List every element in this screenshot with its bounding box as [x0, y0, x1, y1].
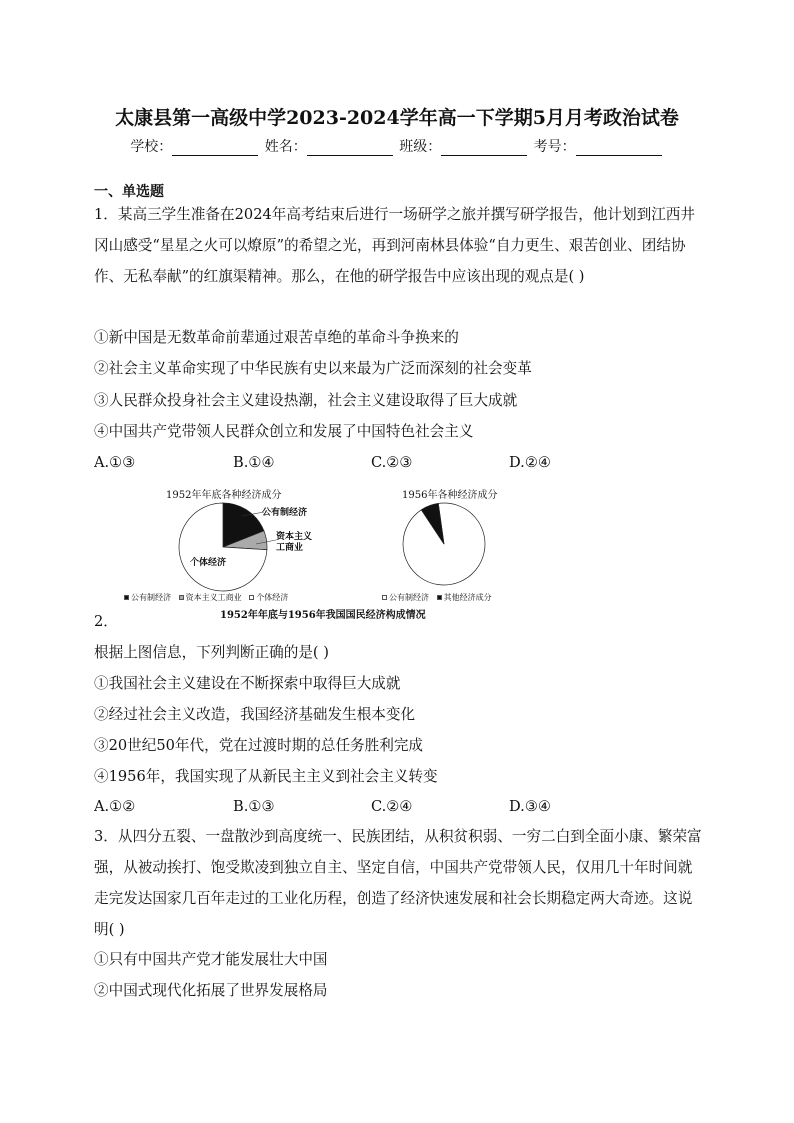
- chart1-legend-item-2: 资本主义工商业: [179, 593, 242, 602]
- chart2-title: 1956年各种经济成分: [402, 490, 498, 501]
- q2-item-2: ②经过社会主义改造，我国经济基础发生根本变化: [94, 706, 416, 723]
- q2-item-1: ①我国社会主义建设在不断探索中取得巨大成就: [94, 675, 401, 692]
- chart-caption: 1952年年底与1956年我国国民经济构成情况: [220, 610, 426, 621]
- chart1-label-leader: [236, 510, 296, 550]
- q1-stem: 1．某高三学生准备在2024年高考结束后进行一场研学之旅并撰写研学报告，他计划到江西井冈山感受“星星之火可以燎原”的希望之光，再到河南林县体验“自力更生、艰苦创业、团结协作、无私奉献”的红旗渠精神。那么，在他的研学报告中应该出现的观点是( ): [94, 206, 695, 285]
- q1-item-2: ②社会主义革命实现了中华民族有史以来最为广泛而深刻的社会变革: [94, 360, 532, 377]
- q2-option-c[interactable]: C.②④: [371, 798, 413, 815]
- number-blank[interactable]: [576, 141, 662, 156]
- q2-option-b[interactable]: B.①③: [233, 798, 275, 815]
- class-blank[interactable]: [441, 141, 527, 156]
- number-label: 考号：: [533, 139, 576, 155]
- q1-option-b[interactable]: B.①④: [233, 454, 275, 471]
- name-blank[interactable]: [307, 141, 393, 156]
- q2-stem: 根据上图信息，下列判断正确的是( ): [94, 644, 329, 661]
- chart1-label-individual: 个体经济: [190, 558, 227, 568]
- q3-stem: 3．从四分五裂、一盘散沙到高度统一、民族团结，从积贫积弱、一穷二白到全面小康、繁荣富强，从被动挨打、饱受欺凌到独立自主、坚定自信，中国共产党带领人民，仅用几十年时间就走完发达国家几百年走过的工业化历程，创造了经济快速发展和社会长期稳定两大奇迹。这说明( ): [94, 828, 702, 938]
- q2-item-3: ③20世纪50年代，党在过渡时期的总任务胜利完成: [94, 737, 424, 754]
- section-heading: 一、单选题: [94, 184, 164, 200]
- q1-item-3: ③人民群众投身社会主义建设热潮，社会主义建设取得了巨大成就: [94, 392, 518, 409]
- school-blank[interactable]: [172, 141, 258, 156]
- chart2-pie: [402, 502, 486, 586]
- chart2-legend-item-1: 公有制经济: [382, 593, 429, 602]
- chart1-title: 1952年年底各种经济成分: [166, 490, 282, 501]
- chart1-label-public: 公有制经济: [262, 508, 308, 518]
- q2-option-d[interactable]: D.③④: [509, 798, 551, 815]
- q2-item-4: ④1956年，我国实现了从新民主主义到社会主义转变: [94, 768, 438, 785]
- q3-item-2: ②中国式现代化拓展了世界发展格局: [94, 982, 328, 999]
- chart2-legend: [382, 592, 492, 603]
- q2-option-a[interactable]: A.①②: [94, 798, 136, 815]
- school-label: 学校：: [130, 139, 173, 155]
- q1-option-c[interactable]: C.②③: [371, 454, 413, 471]
- q1-option-d[interactable]: D.②④: [509, 454, 551, 471]
- student-info-row: [0, 136, 794, 156]
- chart1-label-capitalist: 资本主义工商业: [276, 532, 313, 553]
- q1-item-1: ①新中国是无数革命前辈通过艰苦卓绝的革命斗争换来的: [94, 329, 459, 346]
- chart1-legend: [124, 592, 288, 603]
- name-label: 姓名：: [264, 139, 307, 155]
- q3-item-1: ①只有中国共产党才能发展壮大中国: [94, 951, 328, 968]
- exam-title: 太康县第一高级中学2023-2024学年高一下学期5月月考政治试卷: [115, 107, 679, 129]
- chart1-legend-item-1: 公有制经济: [124, 593, 171, 602]
- q2-number: 2．: [94, 613, 118, 630]
- chart2-legend-item-2: 其他经济成分: [437, 593, 492, 602]
- chart1-legend-item-3: 个体经济: [249, 593, 288, 602]
- q1-item-4: ④中国共产党带领人民群众创立和发展了中国特色社会主义: [94, 423, 474, 440]
- class-label: 班级：: [399, 139, 442, 155]
- q1-option-a[interactable]: A.①③: [94, 454, 136, 471]
